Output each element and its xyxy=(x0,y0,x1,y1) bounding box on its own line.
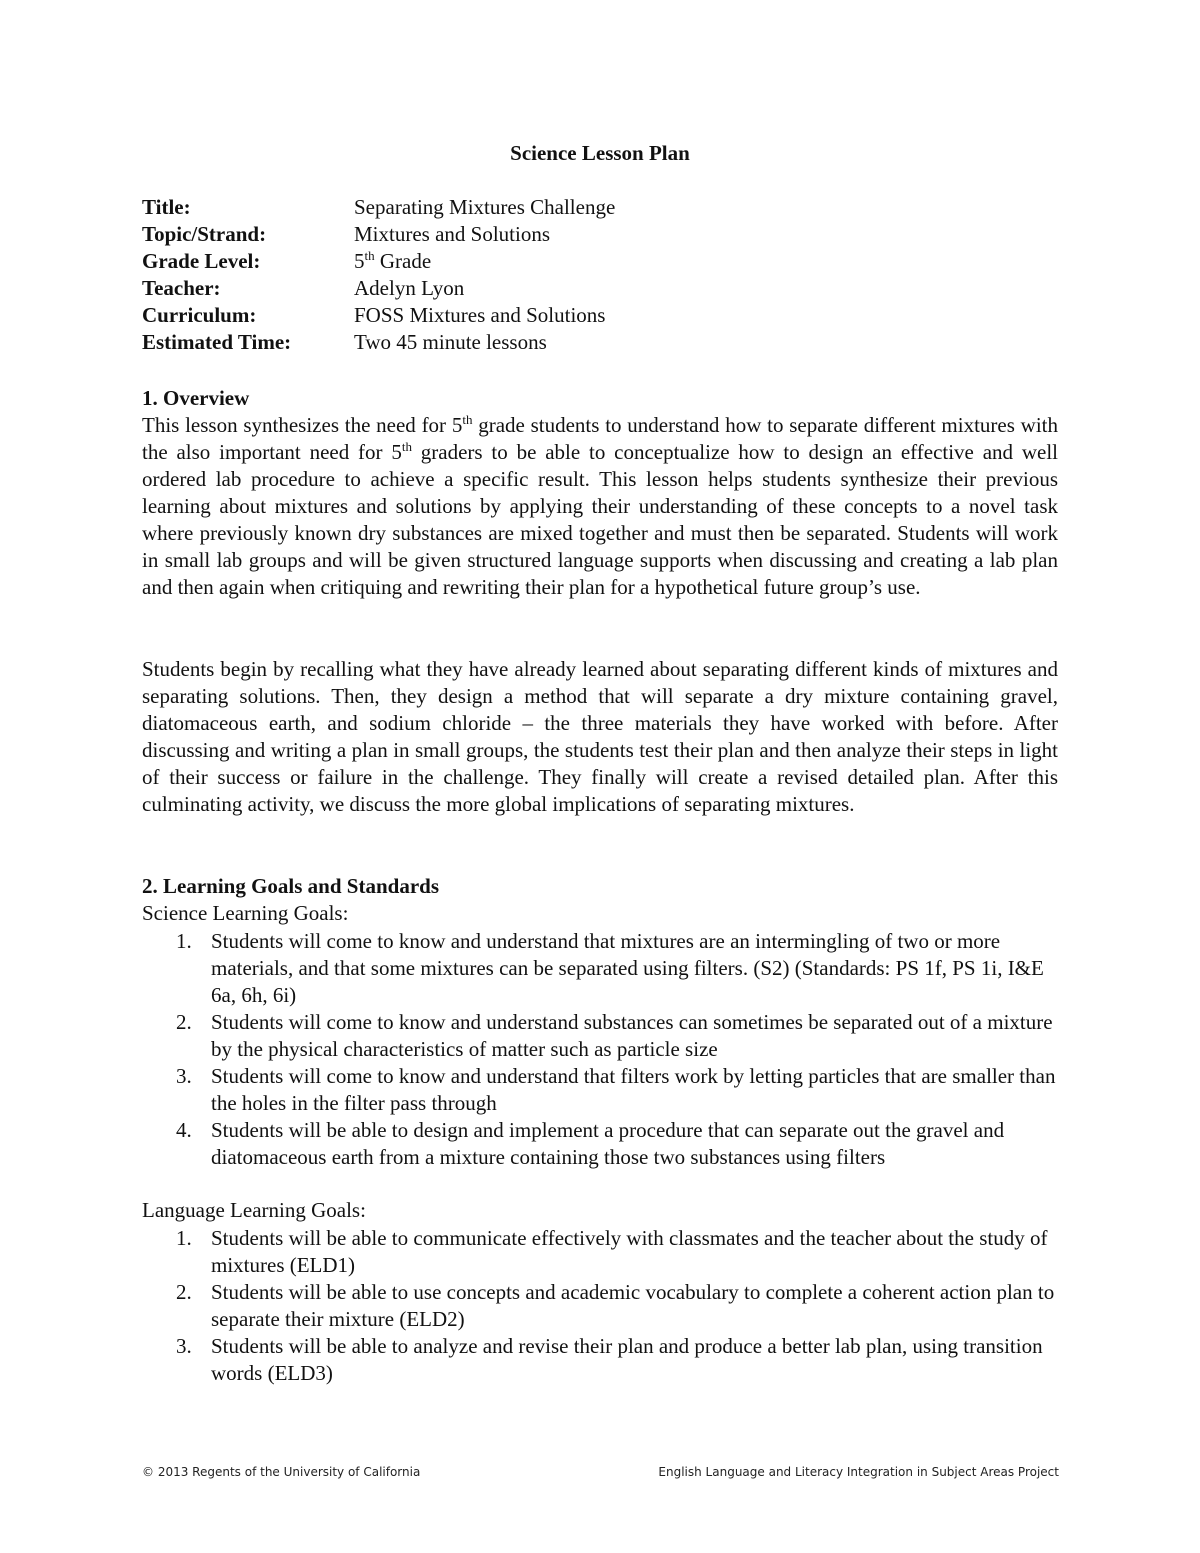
list-item xyxy=(142,1063,1058,1117)
meta-row-teacher xyxy=(142,275,615,302)
meta-label: Topic/Strand: xyxy=(142,222,267,246)
grade-ordinal: th xyxy=(364,248,375,263)
list-number: 3. xyxy=(176,1064,192,1088)
language-goals-label: Language Learning Goals: xyxy=(142,1198,366,1222)
language-goals-list xyxy=(142,1225,1058,1387)
ordinal-suffix: th xyxy=(401,439,412,454)
list-number: 4. xyxy=(176,1118,192,1142)
goals-heading: 2. Learning Goals and Standards xyxy=(142,874,439,898)
meta-row-topic xyxy=(142,221,615,248)
meta-row-curriculum xyxy=(142,302,615,329)
meta-value: Separating Mixtures Challenge xyxy=(354,195,616,219)
meta-value: FOSS Mixtures and Solutions xyxy=(354,303,606,327)
meta-label: Title: xyxy=(142,195,191,219)
overview-paragraph-1 xyxy=(142,412,1058,601)
list-text: Students will be able to analyze and revise their plan and produce a better lab plan, using transition words (ELD3) xyxy=(211,1334,1043,1385)
overview-heading: 1. Overview xyxy=(142,386,250,410)
footer-copyright: © 2013 Regents of the University of California xyxy=(142,1465,421,1479)
list-number: 1. xyxy=(176,929,192,953)
list-item xyxy=(142,1117,1058,1171)
ordinal-suffix: th xyxy=(462,412,473,427)
list-number: 1. xyxy=(176,1226,192,1250)
list-text: Students will come to know and understand that filters work by letting particles that are smaller than the holes in the filter pass through xyxy=(211,1064,1056,1115)
list-text: Students will come to know and understand that mixtures are an intermingling of two or more materials, and that some mixtures can be separated using filters. (S2) (Standards: PS 1f, PS 1i, I&E 6a, 6h, 6i) xyxy=(211,929,1044,1007)
list-number: 3. xyxy=(176,1334,192,1358)
science-goals-label: Science Learning Goals: xyxy=(142,901,349,925)
list-item xyxy=(142,928,1058,1009)
meta-row-title xyxy=(142,194,615,221)
lesson-meta-table xyxy=(142,194,615,356)
list-text: Students will be able to communicate effectively with classmates and the teacher about the study of mixtures (ELD1) xyxy=(211,1226,1048,1277)
meta-value xyxy=(354,248,431,275)
page-title: Science Lesson Plan xyxy=(510,141,690,165)
list-item xyxy=(142,1333,1058,1387)
meta-label: Grade Level: xyxy=(142,249,261,273)
overview-text: This lesson synthesizes the need for 5 xyxy=(142,413,463,437)
list-item xyxy=(142,1009,1058,1063)
meta-label: Teacher: xyxy=(142,276,221,300)
list-item xyxy=(142,1279,1058,1333)
meta-row-grade xyxy=(142,248,615,275)
list-text: Students will be able to use concepts and academic vocabulary to complete a coherent action plan to separate their mixture (ELD2) xyxy=(211,1280,1055,1331)
list-item xyxy=(142,1225,1058,1279)
science-goals-list xyxy=(142,928,1058,1171)
list-number: 2. xyxy=(176,1010,192,1034)
overview-text: grade students to understand how to separate different mixtures with the also important need for 5 xyxy=(142,413,1058,464)
overview-paragraph-2: Students begin by recalling what they have already learned about separating different kinds of mixtures and separating solutions. Then, they design a method that will separate a dry mixture containing gravel, diatomaceous earth, and sodium chloride – the three materials they have worked with before. After discussing and writing a plan in small groups, the students test their plan and then analyze their steps in light of their success or failure in the challenge. They finally will create a revised detailed plan. After this culminating activity, we discuss the more global implications of separating mixtures. xyxy=(142,657,1058,816)
list-text: Students will come to know and understand substances can sometimes be separated out of a mixture by the physical characteristics of matter such as particle size xyxy=(211,1010,1053,1061)
meta-value: Two 45 minute lessons xyxy=(354,330,547,354)
list-text: Students will be able to design and implement a procedure that can separate out the gravel and diatomaceous earth from a mixture containing those two substances using filters xyxy=(211,1118,1005,1169)
list-number: 2. xyxy=(176,1280,192,1304)
meta-label: Estimated Time: xyxy=(142,330,292,354)
grade-word: Grade xyxy=(374,249,432,273)
meta-value: Adelyn Lyon xyxy=(354,276,465,300)
footer-project-name: English Language and Literacy Integration in Subject Areas Project xyxy=(658,1465,1059,1479)
meta-value: Mixtures and Solutions xyxy=(354,222,551,246)
meta-row-time xyxy=(142,329,615,356)
grade-number: 5 xyxy=(354,249,365,273)
meta-label: Curriculum: xyxy=(142,303,257,327)
overview-text: graders to be able to conceptualize how to design an effective and well ordered lab procedure to achieve a specific result. This lesson helps students synthesize their previous learning about mixtures and solutions by applying their understanding of these concepts to a novel task where previously known dry substances are mixed together and must then be separated. Students will work in small lab groups and will be given structured language supports when discussing and creating a lab plan and then again when critiquing and rewriting their plan for a hypothetical future group’s use. xyxy=(142,440,1058,599)
